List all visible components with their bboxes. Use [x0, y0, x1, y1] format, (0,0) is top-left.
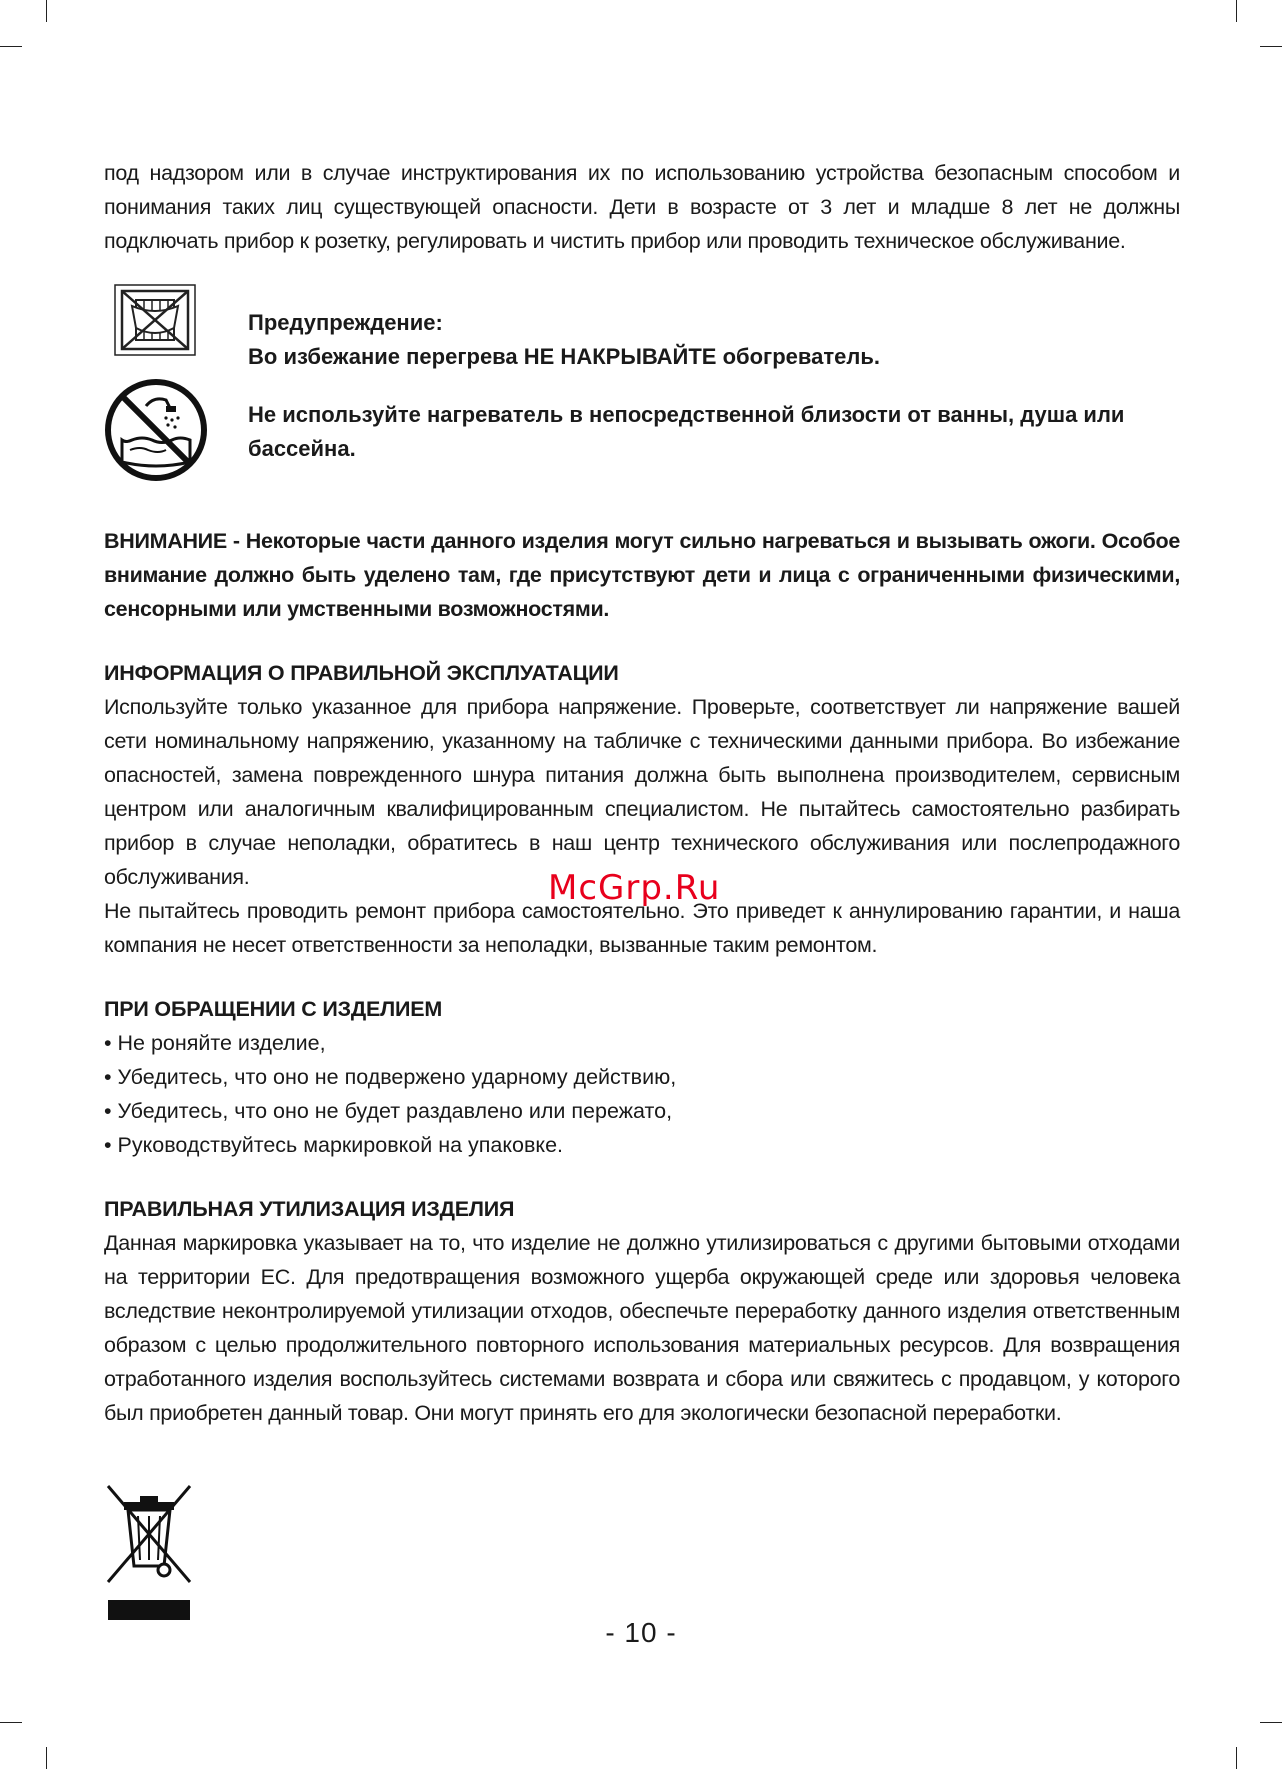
crop-mark [46, 1747, 47, 1769]
usage-section-title: ИНФОРМАЦИЯ О ПРАВИЛЬНОЙ ЭКСПЛУАТАЦИИ [104, 661, 619, 685]
crop-mark [46, 0, 47, 22]
watermark: McGrp.Ru [548, 868, 721, 908]
page-content [104, 156, 1180, 1430]
warning-text [248, 306, 1180, 466]
do-not-cover-icon [114, 284, 196, 356]
disposal-paragraph: Данная маркировка указывает на то, что изделие не должно утилизироваться с другими бытовыми отходами на территории ЕС. Для предотвращения возможного ущерба окружающей среде или здоровья человека вследствие неконтролируемой утилизации отходов, обеспечьте переработку данного изделия ответственным образом с целью продолжительного повторного использования материальных ресурсов. Для возвращения отработанного изделия воспользуйтесь системами возврата и сбора или свяжитесь с продавцом, у которого был приобретен данный товар. Они могут принять его для экологически безопасной переработки. [104, 1231, 1180, 1425]
warning-cover-text: Во избежание перегрева НЕ НАКРЫВАЙТЕ обогреватель. [248, 344, 880, 369]
usage-paragraph-2: Не пытайтесь проводить ремонт прибора самостоятельно. Это приведет к аннулированию гарантии, и наша компания не несет ответственности за неполадки, вызванные таким ремонтом. [104, 899, 1180, 957]
crop-mark [1236, 1747, 1237, 1769]
crop-mark [0, 46, 22, 47]
warning-block [104, 282, 1180, 504]
no-bath-shower-icon [104, 378, 208, 482]
crossed-out-bin-icon [104, 1482, 194, 1622]
handling-item: • Убедитесь, что оно не будет раздавлено или пережато, [104, 1099, 673, 1123]
handling-section-title: ПРИ ОБРАЩЕНИИ С ИЗДЕЛИЕМ [104, 997, 443, 1021]
crop-mark [1260, 46, 1282, 47]
usage-paragraph-1: Используйте только указанное для прибора напряжение. Проверьте, соответствует ли напряжение вашей сети номинальному напряжению, указанному на табличке с техническими данными прибора. Во избежание опасностей, замена поврежденного шнура питания должна быть выполнена производителем, сервисным центром или аналогичным квалифицированным специалистом. Не пытайтесь самостоятельно разбирать прибор в случае неполадки, обратитесь в наш центр технического обслуживания или послепродажного обслуживания. [104, 695, 1180, 889]
warning-heading: Предупреждение: [248, 310, 443, 335]
crop-mark [1260, 1722, 1282, 1723]
attention-paragraph: ВНИМАНИЕ - Некоторые части данного изделия могут сильно нагреваться и вызывать ожоги. Особое внимание должно быть уделено там, где присутствуют дети и лица с ограниченными физическими, сенсорными или умственными возможностями. [104, 529, 1180, 621]
page-number: - 10 - [605, 1617, 677, 1648]
crop-mark [0, 1722, 22, 1723]
crop-mark [1236, 0, 1237, 22]
intro-paragraph: под надзором или в случае инструктирования их по использованию устройства безопасным способом и понимания таких лиц существующей опасности. Дети в возрасте от 3 лет и младше 8 лет не должны подключать прибор к розетку, регулировать и чистить прибор или проводить техническое обслуживание. [104, 161, 1180, 253]
handling-item: • Не роняйте изделие, [104, 1031, 326, 1055]
handling-item: • Убедитесь, что оно не подвержено ударному действию, [104, 1065, 677, 1089]
handling-item: • Руководствуйтесь маркировкой на упаковке. [104, 1133, 563, 1157]
warning-bath-text: Не используйте нагреватель в непосредственной близости от ванны, душа или бассейна. [248, 402, 1125, 461]
disposal-section-title: ПРАВИЛЬНАЯ УТИЛИЗАЦИЯ ИЗДЕЛИЯ [104, 1197, 515, 1221]
